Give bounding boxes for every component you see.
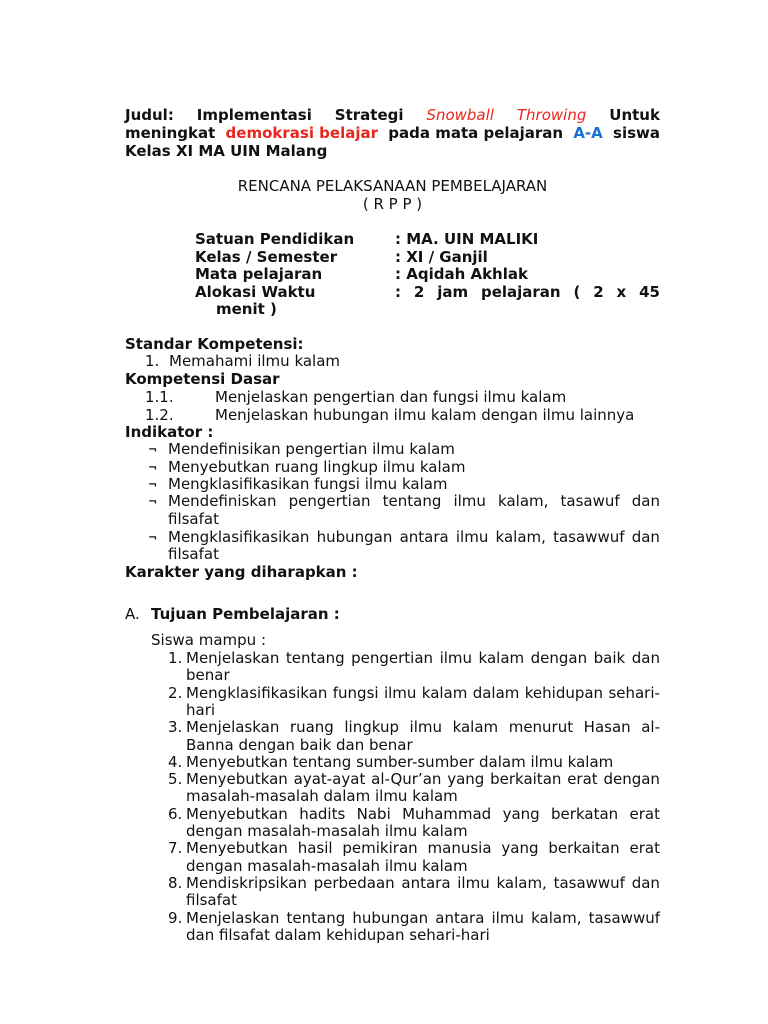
allocation-word: pelajaran [480,283,561,301]
allocation-word: 2 [593,283,604,301]
indikator-item-cont: filsafat [168,545,219,563]
word: menurut [508,718,574,737]
word: ilmu [439,649,473,667]
word: dan [631,528,660,546]
identity-value-allocation [395,283,660,301]
title-word: Implementasi [196,106,312,124]
word: Mengklasifikasikan [186,683,328,702]
allocation-word: x [616,283,627,301]
allocation-word: ( [573,283,581,301]
item-text: Menjelaskan hubungan ilmu kalam dengan ilmu lainnya [215,406,635,424]
title-highlight-aa: A-A [573,124,603,142]
word: hubungan [316,528,393,546]
item-text: Memahami ilmu kalam [169,352,341,370]
tujuan-item-cont: benar [186,666,230,685]
page-heading: RENCANA PELAKSANAAN PEMBELAJARAN [237,177,548,195]
item-number: 5. [168,770,183,789]
word: yang [501,839,539,858]
word: erat [629,839,660,858]
title-word: Untuk [609,106,660,124]
item-number: 7. [168,839,183,858]
word: erat [629,804,660,823]
word: ilmu [491,908,524,927]
word: dengan [530,649,588,667]
identity-value: : XI / Ganjil [395,248,488,266]
tujuan-item: Menyebutkan tentang sumber-sumber dalam ilmu kalam [186,752,614,771]
word: tasawwuf [553,528,625,546]
bullet-icon: ¬ [148,478,158,491]
word: Mengklasifikasikan [168,528,310,546]
tujuan-item [186,770,660,788]
title-word: meningkat [125,124,216,142]
title-highlight-demokrasi: demokrasi belajar [225,124,379,142]
word: ilmu [383,683,417,702]
tujuan-item [186,805,660,823]
indikator-item: Mendefinisikan pengertian ilmu kalam [168,440,455,458]
word: dan [631,649,660,667]
title-word-snowball: Snowball [426,106,494,124]
tujuan-item-cont: dengan masalah-masalah ilmu kalam [186,822,468,840]
word: Menyebutkan [186,770,288,789]
indikator-item-cont: filsafat [168,510,219,528]
word: Menyebutkan [186,839,288,858]
tujuan-label: Tujuan Pembelajaran : [151,605,340,623]
word: ilmu [455,528,489,546]
indikator-item: Mengklasifikasikan fungsi ilmu kalam [168,475,448,493]
title-word: siswa [613,124,660,142]
karakter-label: Karakter yang diharapkan : [125,563,358,581]
word: tentang [286,908,346,927]
title-line-2 [125,124,660,142]
allocation-word: 45 [639,283,660,301]
indikator-item [168,492,660,510]
word: al- [641,718,660,737]
tujuan-intro: Siswa mampu : [151,631,266,649]
bullet-icon: ¬ [148,531,158,544]
tujuan-item-cont: filsafat [186,891,237,910]
section-letter: A. [125,605,140,623]
word: kalam, [531,908,582,927]
item-number: 4. [168,752,183,771]
word: sehari- [608,683,660,702]
word: dan [631,492,660,510]
word: yang [447,770,485,789]
word: dalam [472,683,520,702]
tujuan-item-cont: hari [186,700,216,719]
list-item [145,352,660,370]
word: kalam, [496,873,547,892]
word: tentang [382,492,442,510]
word: pengertian [351,649,434,667]
word: lingkup [344,718,399,737]
word: ilmu [457,873,490,892]
identity-continuation: menit ) [216,300,277,318]
word: tasawwuf [553,873,625,892]
standar-label: Standar Kompetensi: [125,335,304,353]
word: Mendefiniskan [168,492,277,510]
word: al-Qur’an [371,770,442,789]
word: ayat-ayat [293,770,366,789]
allocation-word: : [395,283,401,301]
word: kalam [421,683,468,702]
item-number: 1. [168,649,183,667]
tujuan-item [186,909,660,927]
title-line-1 [125,106,660,124]
title-word: Strategi [334,106,404,124]
list-item [145,388,660,406]
page-subheading: ( R P P ) [362,195,423,213]
word: tasawwuf [588,908,660,927]
word: perbedaan [313,873,395,892]
word: Menjelaskan [186,908,280,927]
word: antara [401,873,451,892]
word: kehidupan [524,683,604,702]
item-number: 8. [168,873,183,892]
word: ilmu [453,492,486,510]
identity-value: : MA. UIN MALIKI [395,230,539,248]
title-word: pada mata pelajaran [388,124,564,142]
word: Hasan [583,718,631,737]
word: berkatan [551,804,619,823]
tujuan-item-cont: dan filsafat dalam kehidupan sehari-hari [186,925,490,944]
word: ilmu [409,718,443,737]
bullet-icon: ¬ [148,443,158,456]
word: Menjelaskan [186,718,280,737]
tujuan-item [186,649,660,667]
word: dengan [603,770,660,789]
identity-key: Satuan Pendidikan [195,230,355,248]
tujuan-item [186,718,660,736]
item-number: 1. [145,352,160,370]
identity-key: Mata pelajaran [195,265,323,283]
word: Muhammad [402,804,492,823]
item-number: 3. [168,718,183,737]
word: antara [399,528,449,546]
allocation-word: jam [437,283,469,301]
bullet-icon: ¬ [148,495,158,508]
item-number: 6. [168,804,183,823]
word: antara [435,908,485,927]
tujuan-item [186,684,660,702]
word: pengertian [288,492,371,510]
word: hubungan [352,908,429,927]
item-number: 2. [168,683,183,702]
word: hasil [297,839,333,858]
word: kalam, [495,528,546,546]
title-word-throwing: Throwing [516,106,587,124]
kompetensi-label: Kompetensi Dasar [125,370,280,388]
tujuan-item-cont: Banna dengan baik dan benar [186,735,413,754]
word: Menjelaskan [186,649,280,667]
item-number: 1.1. [145,388,174,406]
word: hadits [299,804,346,823]
word: Nabi [356,804,391,823]
indikator-item: Menyebutkan ruang lingkup ilmu kalam [168,458,466,476]
indikator-label: Indikator : [125,423,214,441]
word: Menyebutkan [186,804,288,823]
word: erat [567,770,598,789]
identity-value: : Aqidah Akhlak [395,265,528,283]
word: pemikiran [342,839,418,858]
identity-key: Kelas / Semester [195,248,338,266]
bullet-icon: ¬ [148,461,158,474]
item-number: 1.2. [145,406,174,424]
word: fungsi [332,683,379,702]
word: baik [593,649,626,667]
tujuan-item-cont: dengan masalah-masalah ilmu kalam [186,856,468,875]
word: kalam [478,649,525,667]
word: dan [631,873,660,892]
indikator-item [168,528,660,546]
word: yang [502,804,540,823]
word: manusia [427,839,492,858]
allocation-word: 2 [413,283,425,301]
tujuan-item-cont: masalah-masalah dalam ilmu kalam [186,787,458,806]
title-line-3: Kelas XI MA UIN Malang [125,142,328,160]
word: tentang [285,649,345,667]
tujuan-item [186,839,660,857]
word: kalam [452,718,499,737]
identity-key: Alokasi Waktu [195,283,316,301]
list-item [145,406,660,424]
title-word: Judul: [125,106,174,124]
word: tasawuf [560,492,620,510]
word: berkaitan [548,839,620,858]
word: Mendiskripsikan [186,873,307,892]
item-number: 9. [168,908,183,927]
word: berkaitan [490,770,562,789]
word: ruang [289,718,334,737]
tujuan-item [186,874,660,892]
item-text: Menjelaskan pengertian dan fungsi ilmu kalam [215,388,567,406]
word: kalam, [498,492,549,510]
